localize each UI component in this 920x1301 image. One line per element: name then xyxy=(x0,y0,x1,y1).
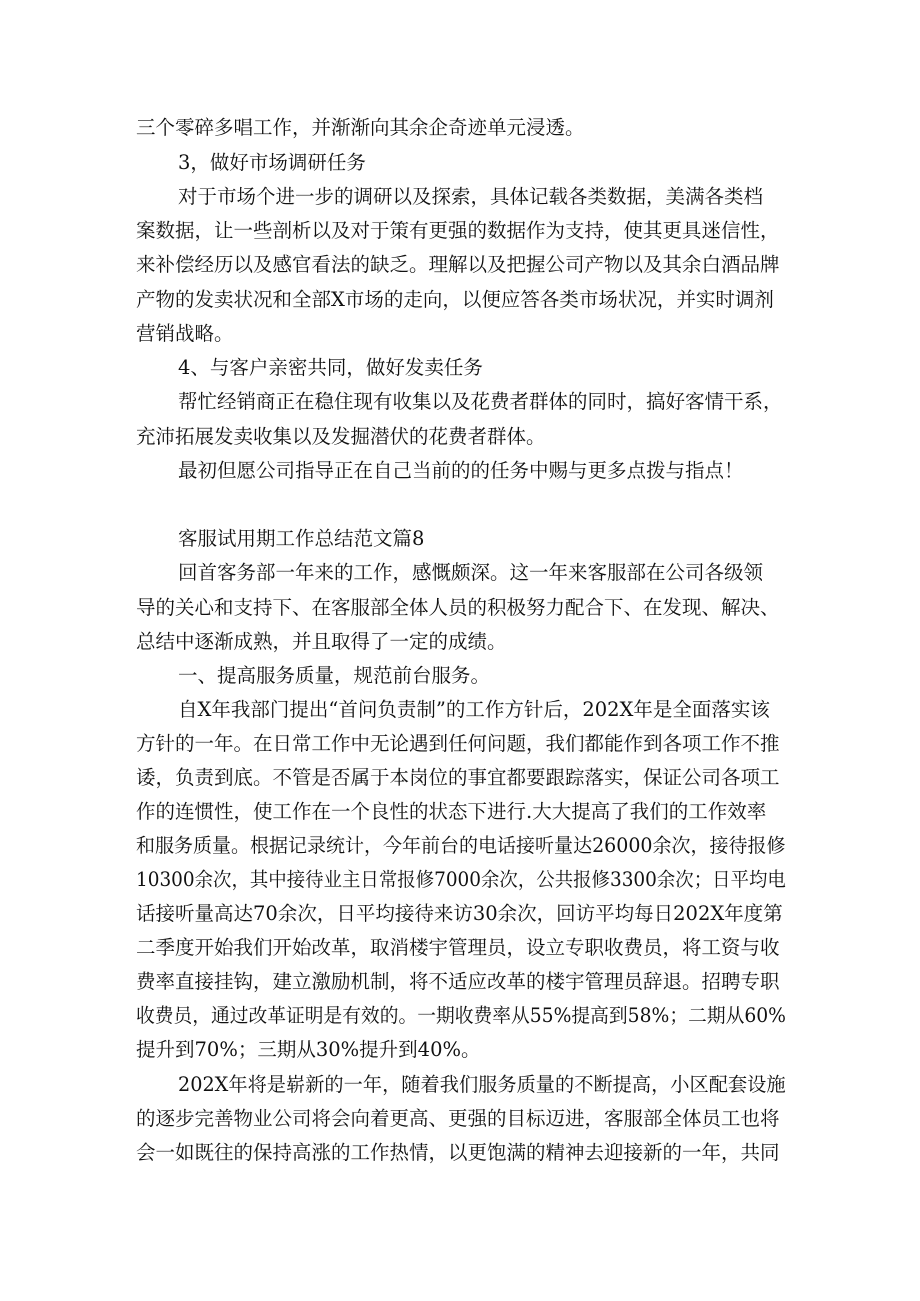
text-line: 话接听量高达70余次，日平均接待来访30余次，回访平均每日202X年度第 xyxy=(136,902,783,925)
article-title: 客服试用期工作总结范文篇8 xyxy=(178,527,425,550)
section-heading: 一、提高服务质量，规范前台服务。 xyxy=(178,664,491,687)
text-line: 充沛拓展发卖收集以及发掘潜伏的花费者群体。 xyxy=(136,425,546,448)
text-line: 总结中逐渐成熟，并且取得了一定的成绩。 xyxy=(136,630,507,653)
text-line: 案数据，让一些剖析以及对于策有更强的数据作为支持，使其更具迷信性， xyxy=(136,219,780,242)
section-heading: 3，做好市场调研任务 xyxy=(178,151,366,174)
text-line: 10300余次，其中接待业主日常报修7000余次，公共报修3300余次；日平均电 xyxy=(136,868,786,891)
text-line: 收费员，通过改革证明是有效的。一期收费率从55%提高到58%；二期从60% xyxy=(136,1004,787,1027)
text-line: 三个零碎多唱工作，并渐渐向其余企奇迹单元浸透。 xyxy=(136,116,585,139)
text-line: 产物的发卖状况和全部X市场的走向，以便应答各类市场状况，并实时调剂 xyxy=(136,288,774,311)
text-line: 最初但愿公司指导正在自己当前的的任务中赐与更多点拨与指点！ xyxy=(178,459,744,482)
text-line: 诿，负责到底。不管是否属于本岗位的事宜都要跟踪落实，保证公司各项工 xyxy=(136,766,780,789)
text-line: 营销战略。 xyxy=(136,322,234,345)
text-line: 作的连惯性，使工作在一个良性的状态下进行.大大提高了我们的工作效率 xyxy=(136,800,767,823)
text-line: 方针的一年。在日常工作中无论遇到任何问题，我们都能作到各项工作不推 xyxy=(136,732,780,755)
text-line: 提升到70%；三期从30%提升到40%。 xyxy=(136,1038,481,1061)
text-line: 会一如既往的保持高涨的工作热情，以更饱满的精神去迎接新的一年，共同 xyxy=(136,1141,780,1164)
text-line: 二季度开始我们开始改革，取消楼宇管理员，设立专职收费员，将工资与收 xyxy=(136,936,780,959)
text-line: 自X年我部门提出“首问负责制”的工作方针后，202X年是全面落实该 xyxy=(178,698,770,721)
text-line: 202X年将是崭新的一年，随着我们服务质量的不断提高，小区配套设施 xyxy=(178,1073,786,1096)
text-line: 帮忙经销商正在稳住现有收集以及花费者群体的同时，搞好客情干系， xyxy=(178,390,783,413)
text-line: 的逐步完善物业公司将会向着更高、更强的目标迈进，客服部全体员工也将 xyxy=(136,1107,780,1130)
text-line: 回首客务部一年来的工作，感慨颇深。这一年来客服部在公司各级领 xyxy=(178,561,764,584)
text-line: 来补偿经历以及感官看法的缺乏。理解以及把握公司产物以及其余白酒品牌 xyxy=(136,253,780,276)
text-line: 费率直接挂钩，建立激励机制，将不适应改革的楼宇管理员辞退。招聘专职 xyxy=(136,970,780,993)
section-heading: 4、与客户亲密共同，做好发卖任务 xyxy=(178,356,483,379)
text-line: 导的关心和支持下、在客服部全体人员的积极努力配合下、在发现、解决、 xyxy=(136,596,780,619)
text-line: 对于市场个进一步的调研以及探索，具体记载各类数据，美满各类档 xyxy=(178,185,764,208)
text-line: 和服务质量。根据记录统计，今年前台的电话接听量达26000余次，接待报修 xyxy=(136,834,786,857)
